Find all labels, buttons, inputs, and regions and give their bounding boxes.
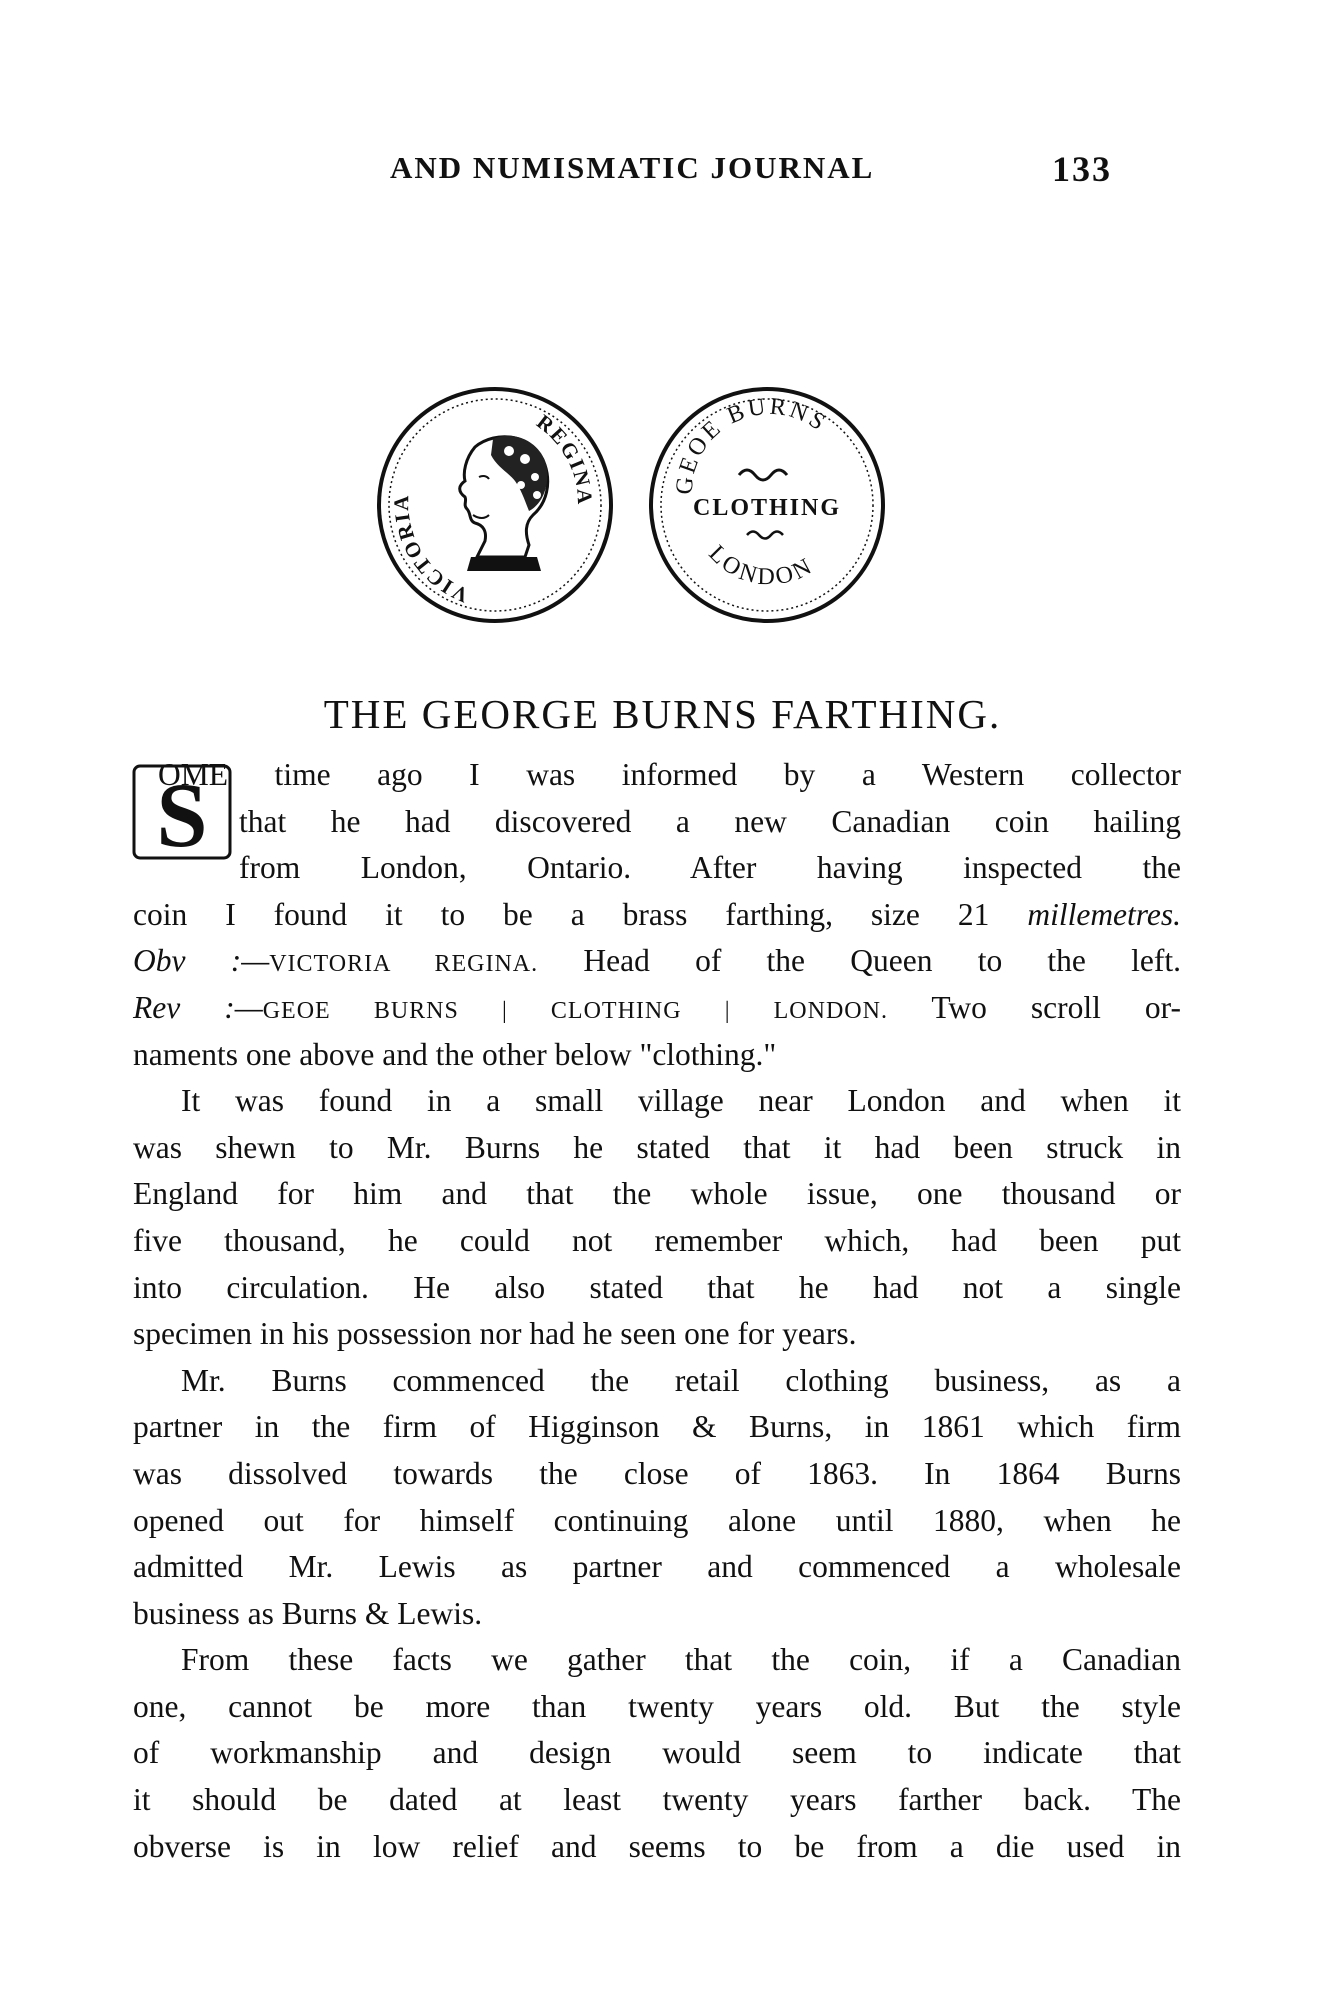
article-title: THE GEORGE BURNS FARTHING. (323, 691, 1002, 737)
coin-obverse-image (375, 385, 615, 625)
coin-reverse-image (647, 385, 887, 625)
text-span: Two scroll or- (887, 989, 1182, 1025)
text-line: opened out for himself continuing alone until 1880, when he (133, 1502, 1181, 1538)
text-line: was shewn to Mr. Burns he stated that it had been struck in (133, 1129, 1181, 1165)
text-line: naments one above and the other below "clothing." (133, 1036, 777, 1072)
text-line: of workmanship and design would seem to indicate that (133, 1735, 1181, 1771)
scroll-ornament-top (739, 470, 787, 480)
reverse-legend-top: GEOE BURNS (671, 393, 832, 496)
text-line: was dissolved towards the close of 1863. In 1864 Burns (133, 1455, 1181, 1491)
svg-text:GEOE BURNS (671, 394, 832, 496)
text-span: coin I found it to be a brass farthing, size 21 (133, 896, 1028, 932)
article-body (133, 752, 1181, 1870)
queen-portrait (460, 436, 548, 571)
text-line (133, 892, 1181, 939)
text-line: from London, Ontario. After having inspected the (239, 850, 1181, 886)
text-line: into circulation. He also stated that he had not a single (133, 1269, 1181, 1305)
italic-span: Obv :— (133, 943, 270, 979)
svg-text:LONDON (703, 541, 818, 591)
smallcaps-span: VICTORIA REGINA. (269, 951, 539, 978)
text-line: five thousand, he could not remember which, had been put (133, 1222, 1181, 1258)
text-span: Head of the Queen to the left. (538, 943, 1181, 979)
dropcap-letter: S (156, 764, 208, 864)
obverse-legend-left: VICTORIA (389, 493, 472, 608)
text-line: obverse is in low relief and seems to be from a die used in (133, 1828, 1181, 1864)
text-line: partner in the firm of Higginson & Burns, in 1861 which firm (133, 1409, 1181, 1445)
journal-title: AND NUMISMATIC JOURNAL (390, 150, 875, 185)
text-line: Mr. Burns commenced the retail clothing business, as a (181, 1362, 1181, 1398)
text-line: OME time ago I was informed by a Western collector (158, 757, 1181, 792)
smallcaps-span: GEOE BURNS | CLOTHING | LONDON. (262, 997, 888, 1024)
text-line: one, cannot be more than twenty years old. But the style (133, 1688, 1181, 1724)
reverse-legend-bottom: LONDON (703, 540, 819, 591)
scroll-ornament-bottom (747, 532, 783, 539)
italic-span: Rev :— (133, 989, 263, 1025)
text-line: admitted Mr. Lewis as partner and commenced a wholesale (133, 1549, 1181, 1585)
svg-text:VICTORIA (389, 494, 472, 608)
text-line: England for him and that the whole issue, one thousand or (133, 1176, 1181, 1212)
text-line: specimen in his possession nor had he seen one for years. (133, 1316, 857, 1352)
italic-span: millemetres. (1027, 896, 1181, 932)
obverse-legend-right: REGINA (532, 409, 598, 507)
coin-illustrations (375, 385, 895, 630)
text-line (133, 938, 1181, 985)
text-line (133, 985, 1181, 1032)
text-line: business as Burns & Lewis. (133, 1595, 483, 1631)
text-line: that he had discovered a new Canadian coin hailing (239, 803, 1181, 839)
text-line: From these facts we gather that the coin, if a Canadian (181, 1642, 1181, 1678)
page-number: 133 (1052, 149, 1112, 189)
text-line: It was found in a small village near London and when it (181, 1083, 1181, 1119)
text-line: it should be dated at least twenty years farther back. The (133, 1782, 1181, 1818)
reverse-center: CLOTHING (692, 495, 842, 521)
